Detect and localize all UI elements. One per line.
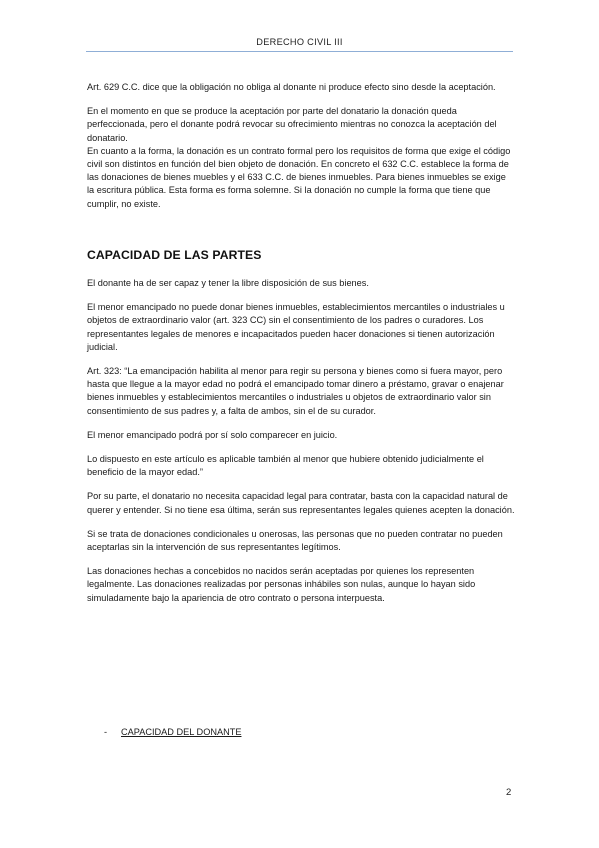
paragraph-condicionales: Si se trata de donaciones condicionales u onerosas, las personas que no pueden contratar no pueden aceptarlas sin la intervención de sus representantes legítimos. xyxy=(87,528,503,553)
paragraph-art-323: Art. 323: “La emancipación habilita al menor para regir su persona y bienes como si fuera mayor, pero hasta que llegue a la mayor edad no podrá el emancipado tomar dinero a préstamo, gravar o enajenar bienes inmuebles y establecimientos mercantiles o industriales u objetos de extraordinario valor sin consentimiento de sus padres y, a falta de ambos, sin el de su curador. xyxy=(87,366,504,416)
subheading-label: CAPACIDAD DEL DONANTE xyxy=(121,727,242,737)
list-bullet: - xyxy=(104,727,108,737)
paragraph-art-629: Art. 629 C.C. dice que la obligación no obliga al donante ni produce efecto sino desde la aceptación. xyxy=(87,82,496,92)
page-number: 2 xyxy=(506,787,512,798)
paragraph-comparecer-juicio: El menor emancipado podrá por sí solo comparecer en juicio. xyxy=(87,429,338,440)
body-text xyxy=(87,81,515,605)
paragraph-mayor-edad: Lo dispuesto en este artículo es aplicable también al menor que hubiere obtenido judicialmente el beneficio de la mayor edad.” xyxy=(87,454,484,478)
paragraph-concebidos: Las donaciones hechas a concebidos no nacidos serán aceptadas por quienes los representen legalmente. Las donaciones realizadas por personas inhábiles son nulas, aunque lo hayan sido simuladamente bajo la apariencia de otro contrato o persona interpuesta. xyxy=(87,566,476,603)
page-header-title: DERECHO CIVIL III xyxy=(256,37,343,47)
section-heading-capacidad: CAPACIDAD DE LAS PARTES xyxy=(87,247,262,262)
paragraph-donatario: Por su parte, el donatario no necesita capacidad legal para contratar, basta con la capacidad natural de querer y entender. Si no tiene esa última, serán sus representantes legales quienes acepten la donación. xyxy=(87,491,515,515)
header-divider xyxy=(86,51,513,52)
subheading-capacidad-donante xyxy=(104,727,241,737)
paragraph-forma: En cuanto a la forma, la donación es un contrato formal pero los requisitos de forma que exige el código civil son distintos en función del bien objeto de donación. En concreto el 632 C.C. establece la forma de las donaciones de bienes muebles y el 633 C.C. de bienes inmuebles. Para bienes inmuebles se exige la escritura pública. Esta forma es forma solemne. Si la donación no cumple la forma que tiene que cumplir, no existe. xyxy=(87,145,511,209)
paragraph-aceptacion: En el momento en que se produce la aceptación por parte del donatario la donación queda perfeccionada, pero el donante podrá revocar su ofrecimiento mientras no conozca la aceptación del donatario. xyxy=(87,106,497,143)
paragraph-menor-emancipado: El menor emancipado no puede donar bienes inmuebles, establecimientos mercantiles o industriales u objetos de extraordinario valor (art. 323 CC) sin el consentimiento de los padres o curadores. Los representantes legales de menores e incapacitados pueden hacer donaciones si tienen autorización judicial. xyxy=(87,302,505,352)
paragraph-donante-capaz: El donante ha de ser capaz y tener la libre disposición de sus bienes. xyxy=(87,278,369,289)
